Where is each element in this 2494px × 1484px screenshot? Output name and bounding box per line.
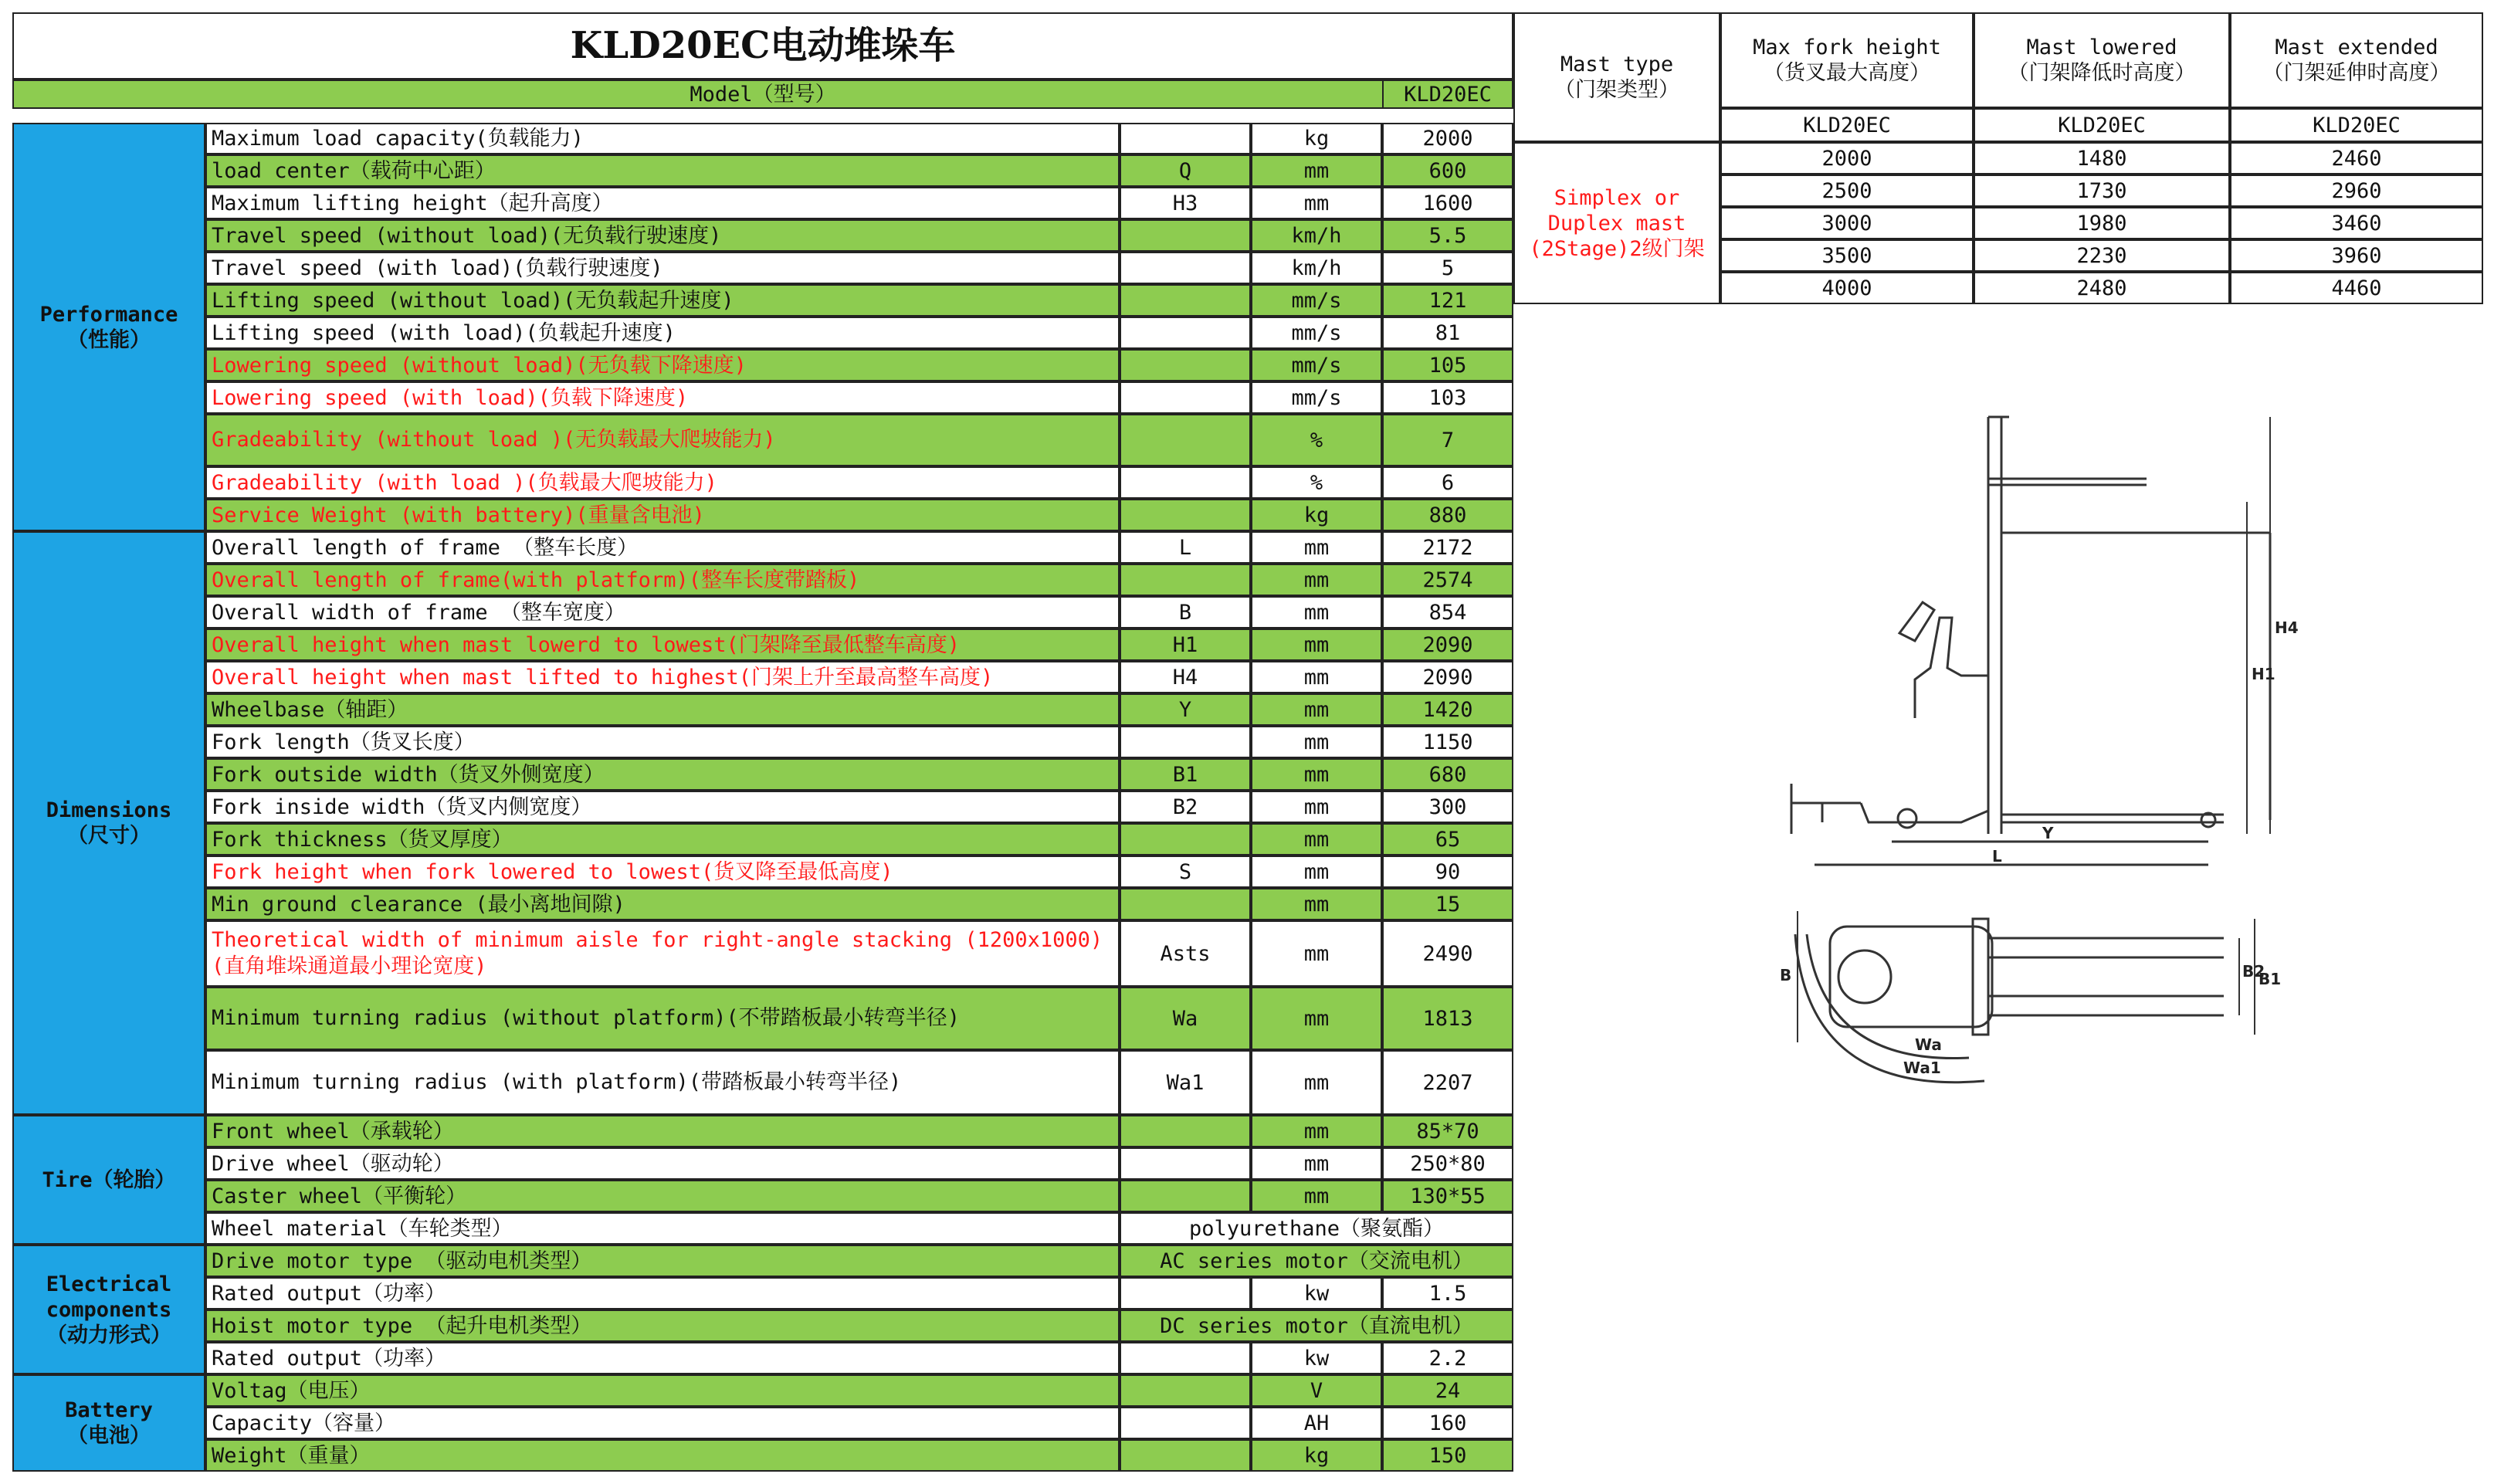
spec-value: 2090 <box>1382 628 1513 661</box>
spec-value: 2000 <box>1382 123 1513 154</box>
spec-symbol <box>1120 349 1251 381</box>
spec-label: Fork height when fork lowered to lowest(货叉降至最低高度) <box>205 856 1120 888</box>
spec-unit: AH <box>1251 1407 1382 1439</box>
mast-header: Max fork height （货叉最大高度） <box>1720 12 1974 108</box>
spec-unit: mm <box>1251 693 1382 726</box>
spec-value: 5.5 <box>1382 219 1513 252</box>
spec-unit: mm/s <box>1251 284 1382 317</box>
spec-unit: mm <box>1251 1115 1382 1147</box>
mast-model: KLD20EC <box>1974 108 2230 142</box>
label-b: B <box>1780 966 1792 984</box>
spec-label: Overall length of frame(with platform)(整车长度带踏板) <box>205 564 1120 596</box>
spec-unit: mm/s <box>1251 349 1382 381</box>
spec-label: Fork thickness（货叉厚度） <box>205 823 1120 856</box>
spec-symbol <box>1120 1180 1251 1212</box>
spec-label: Lifting speed (with load)(负载起升速度) <box>205 317 1120 349</box>
spec-value: 854 <box>1382 596 1513 628</box>
spec-label: Lowering speed (with load)(负载下降速度) <box>205 381 1120 414</box>
spec-value: 2207 <box>1382 1050 1513 1115</box>
stacker-body-outline <box>1861 618 1988 822</box>
spec-unit: mm <box>1251 758 1382 791</box>
spec-label: Hoist motor type （起升电机类型） <box>205 1310 1120 1342</box>
section-header: Battery （电池） <box>12 1374 205 1472</box>
mast-cell: 3500 <box>1720 239 1974 272</box>
mast-cell: 2230 <box>1974 239 2230 272</box>
spec-value: 24 <box>1382 1374 1513 1407</box>
spec-label: Min ground clearance (最小离地间隙) <box>205 888 1120 920</box>
spec-value-wide: DC series motor（直流电机） <box>1120 1310 1513 1342</box>
label-l: L <box>1992 847 2002 866</box>
spec-label: Drive motor type （驱动电机类型） <box>205 1245 1120 1277</box>
spec-label: Travel speed (without load)(无负载行驶速度) <box>205 219 1120 252</box>
spec-label: Maximum load capacity(负载能力) <box>205 123 1120 154</box>
mast-header: Mast type （门架类型） <box>1513 12 1720 142</box>
spec-symbol <box>1120 1277 1251 1310</box>
spec-symbol: B2 <box>1120 791 1251 823</box>
spec-symbol <box>1120 726 1251 758</box>
label-b1: B1 <box>2258 970 2282 988</box>
spec-unit: mm/s <box>1251 381 1382 414</box>
turning-arc-wa1 <box>1795 934 1984 1083</box>
spec-unit: mm <box>1251 987 1382 1050</box>
mast-cell: 3460 <box>2230 207 2483 239</box>
spec-symbol <box>1120 1115 1251 1147</box>
mast-header: Mast lowered （门架降低时高度） <box>1974 12 2230 108</box>
spec-unit: mm <box>1251 823 1382 856</box>
spec-label: Overall length of frame （整车长度） <box>205 531 1120 564</box>
section-header: Tire（轮胎） <box>12 1115 205 1245</box>
spec-unit: % <box>1251 414 1382 466</box>
top-motor <box>1838 950 1891 1003</box>
spec-label: Fork outside width（货叉外侧宽度） <box>205 758 1120 791</box>
tiller-handle <box>1899 602 1934 641</box>
spec-value: 600 <box>1382 154 1513 187</box>
mast-cell: 2460 <box>2230 142 2483 174</box>
spec-unit: mm/s <box>1251 317 1382 349</box>
label-b2: B2 <box>2242 962 2265 981</box>
spec-symbol <box>1120 1439 1251 1472</box>
spec-unit: kg <box>1251 123 1382 154</box>
spec-label: Front wheel（承载轮） <box>205 1115 1120 1147</box>
mast-cell: 2000 <box>1720 142 1974 174</box>
spec-symbol <box>1120 823 1251 856</box>
spec-label: Lifting speed (without load)(无负载起升速度) <box>205 284 1120 317</box>
spec-symbol: B <box>1120 596 1251 628</box>
spec-unit: mm <box>1251 154 1382 187</box>
spec-label: Fork length（货叉长度） <box>205 726 1120 758</box>
spec-value: 880 <box>1382 499 1513 531</box>
mast-cell: 4000 <box>1720 272 1974 304</box>
spec-unit: mm <box>1251 888 1382 920</box>
spec-label: load center（载荷中心距） <box>205 154 1120 187</box>
spec-symbol <box>1120 1147 1251 1180</box>
mast-model: KLD20EC <box>2230 108 2483 142</box>
spec-value: 2172 <box>1382 531 1513 564</box>
spec-value: 85*70 <box>1382 1115 1513 1147</box>
spec-label: Gradeability (with load )(负载最大爬坡能力) <box>205 466 1120 499</box>
spec-value: 150 <box>1382 1439 1513 1472</box>
spec-symbol <box>1120 317 1251 349</box>
spec-unit: kw <box>1251 1342 1382 1374</box>
spec-symbol <box>1120 1342 1251 1374</box>
spec-value: 2.2 <box>1382 1342 1513 1374</box>
spec-label: Service Weight (with battery)(重量含电池) <box>205 499 1120 531</box>
spec-symbol <box>1120 564 1251 596</box>
spec-value: 1.5 <box>1382 1277 1513 1310</box>
spec-symbol <box>1120 414 1251 466</box>
mast-cell: 1980 <box>1974 207 2230 239</box>
mast-model: KLD20EC <box>1720 108 1974 142</box>
spec-value: 65 <box>1382 823 1513 856</box>
spec-unit: mm <box>1251 531 1382 564</box>
spec-symbol: H4 <box>1120 661 1251 693</box>
spec-symbol: L <box>1120 531 1251 564</box>
spec-label: Rated output（功率） <box>205 1342 1120 1374</box>
label-wa: Wa <box>1915 1035 1942 1054</box>
spec-value-wide: polyurethane（聚氨酯） <box>1120 1212 1513 1245</box>
spec-unit: mm <box>1251 1050 1382 1115</box>
mast-cell: 1730 <box>1974 174 2230 207</box>
spec-symbol: H3 <box>1120 187 1251 219</box>
spec-unit: mm <box>1251 726 1382 758</box>
spec-unit: mm <box>1251 661 1382 693</box>
spec-value: 90 <box>1382 856 1513 888</box>
spec-value: 1420 <box>1382 693 1513 726</box>
spec-symbol: Asts <box>1120 920 1251 987</box>
spec-unit: % <box>1251 466 1382 499</box>
spec-symbol <box>1120 284 1251 317</box>
spec-unit: mm <box>1251 628 1382 661</box>
model-label: Model（型号） <box>12 80 1513 109</box>
operator-platform <box>1791 784 1861 834</box>
top-body <box>1830 927 1992 1027</box>
top-view <box>1795 911 2255 1083</box>
spec-unit: mm <box>1251 1147 1382 1180</box>
spec-symbol <box>1120 888 1251 920</box>
side-view <box>1791 417 2270 865</box>
mast-cell: 2480 <box>1974 272 2230 304</box>
spec-label: Wheel material（车轮类型） <box>205 1212 1120 1245</box>
spec-symbol: Y <box>1120 693 1251 726</box>
section-header: Dimensions （尺寸） <box>12 531 205 1115</box>
section-header: Performance （性能） <box>12 123 205 531</box>
spec-value: 121 <box>1382 284 1513 317</box>
model-value: KLD20EC <box>1382 80 1513 109</box>
spec-unit: mm <box>1251 791 1382 823</box>
spec-symbol: H1 <box>1120 628 1251 661</box>
spec-value: 130*55 <box>1382 1180 1513 1212</box>
spec-value: 1813 <box>1382 987 1513 1050</box>
spec-value: 2490 <box>1382 920 1513 987</box>
stacker-technical-drawing <box>1776 401 2332 1112</box>
mast-cell: 3000 <box>1720 207 1974 239</box>
spec-value: 6 <box>1382 466 1513 499</box>
spec-unit: kg <box>1251 1439 1382 1472</box>
label-y: Y <box>2042 824 2054 842</box>
spec-unit: mm <box>1251 1180 1382 1212</box>
spec-unit: V <box>1251 1374 1382 1407</box>
spec-label: Travel speed (with load)(负载行驶速度) <box>205 252 1120 284</box>
spec-unit: km/h <box>1251 252 1382 284</box>
spec-unit: mm <box>1251 920 1382 987</box>
mast-cell: 2960 <box>2230 174 2483 207</box>
spec-label: Maximum lifting height（起升高度） <box>205 187 1120 219</box>
spec-symbol: Wa1 <box>1120 1050 1251 1115</box>
label-h4: H4 <box>2275 618 2299 637</box>
spec-unit: kw <box>1251 1277 1382 1310</box>
label-wa1: Wa1 <box>1903 1059 1941 1077</box>
drive-wheel <box>1898 809 1916 828</box>
spec-label: Gradeability (without load )(无负载最大爬坡能力) <box>205 414 1120 466</box>
page-title: KLD20EC电动堆垛车 <box>12 12 1513 80</box>
label-h1: H1 <box>2252 665 2275 683</box>
spec-value: 105 <box>1382 349 1513 381</box>
spec-label: Theoretical width of minimum aisle for right-angle stacking (1200x1000)(直角堆垛通道最小理论宽度) <box>205 920 1120 987</box>
spec-label: Overall height when mast lifted to highest(门架上升至最高整车高度) <box>205 661 1120 693</box>
spec-label: Voltag（电压） <box>205 1374 1120 1407</box>
spec-label: Caster wheel（平衡轮） <box>205 1180 1120 1212</box>
spec-value-wide: AC series motor（交流电机） <box>1120 1245 1513 1277</box>
spec-unit: mm <box>1251 187 1382 219</box>
spec-value: 2574 <box>1382 564 1513 596</box>
spec-unit: kg <box>1251 499 1382 531</box>
spec-value: 7 <box>1382 414 1513 466</box>
spec-value: 1150 <box>1382 726 1513 758</box>
spec-symbol <box>1120 252 1251 284</box>
spec-unit: km/h <box>1251 219 1382 252</box>
spec-symbol: Wa <box>1120 987 1251 1050</box>
spec-symbol: B1 <box>1120 758 1251 791</box>
spec-symbol <box>1120 1407 1251 1439</box>
spec-unit: mm <box>1251 856 1382 888</box>
spec-label: Minimum turning radius (without platform)(不带踏板最小转弯半径) <box>205 987 1120 1050</box>
spec-value: 81 <box>1382 317 1513 349</box>
spec-label: Weight（重量） <box>205 1439 1120 1472</box>
mast-type-value: Simplex or Duplex mast (2Stage)2级门架 <box>1513 142 1720 304</box>
spec-unit: mm <box>1251 596 1382 628</box>
spec-label: Fork inside width（货叉内侧宽度） <box>205 791 1120 823</box>
spec-label: Lowering speed (without load)(无负载下降速度) <box>205 349 1120 381</box>
spec-value: 2090 <box>1382 661 1513 693</box>
section-header: Electrical components （动力形式） <box>12 1245 205 1374</box>
spec-label: Rated output（功率） <box>205 1277 1120 1310</box>
spec-value: 250*80 <box>1382 1147 1513 1180</box>
spec-label: Capacity（容量） <box>205 1407 1120 1439</box>
spec-label: Overall width of frame （整车宽度） <box>205 596 1120 628</box>
spec-label: Overall height when mast lowerd to lowest(门架降至最低整车高度) <box>205 628 1120 661</box>
spec-label: Drive wheel（驱动轮） <box>205 1147 1120 1180</box>
spec-value: 1600 <box>1382 187 1513 219</box>
spec-unit: mm <box>1251 564 1382 596</box>
spec-value: 160 <box>1382 1407 1513 1439</box>
spec-symbol: Q <box>1120 154 1251 187</box>
mast-cell: 1480 <box>1974 142 2230 174</box>
spec-label: Wheelbase（轴距） <box>205 693 1120 726</box>
spec-value: 103 <box>1382 381 1513 414</box>
spec-value: 300 <box>1382 791 1513 823</box>
mast-cell: 3960 <box>2230 239 2483 272</box>
mast-cell: 4460 <box>2230 272 2483 304</box>
spec-symbol <box>1120 381 1251 414</box>
spec-symbol: S <box>1120 856 1251 888</box>
mast-cell: 2500 <box>1720 174 1974 207</box>
spec-value: 15 <box>1382 888 1513 920</box>
mast-header: Mast extended （门架延伸时高度） <box>2230 12 2483 108</box>
spec-symbol <box>1120 1374 1251 1407</box>
spec-symbol <box>1120 466 1251 499</box>
spec-symbol <box>1120 219 1251 252</box>
spec-value: 680 <box>1382 758 1513 791</box>
spec-symbol <box>1120 499 1251 531</box>
spec-value: 5 <box>1382 252 1513 284</box>
spec-symbol <box>1120 123 1251 154</box>
spec-label: Minimum turning radius (with platform)(带踏板最小转弯半径) <box>205 1050 1120 1115</box>
